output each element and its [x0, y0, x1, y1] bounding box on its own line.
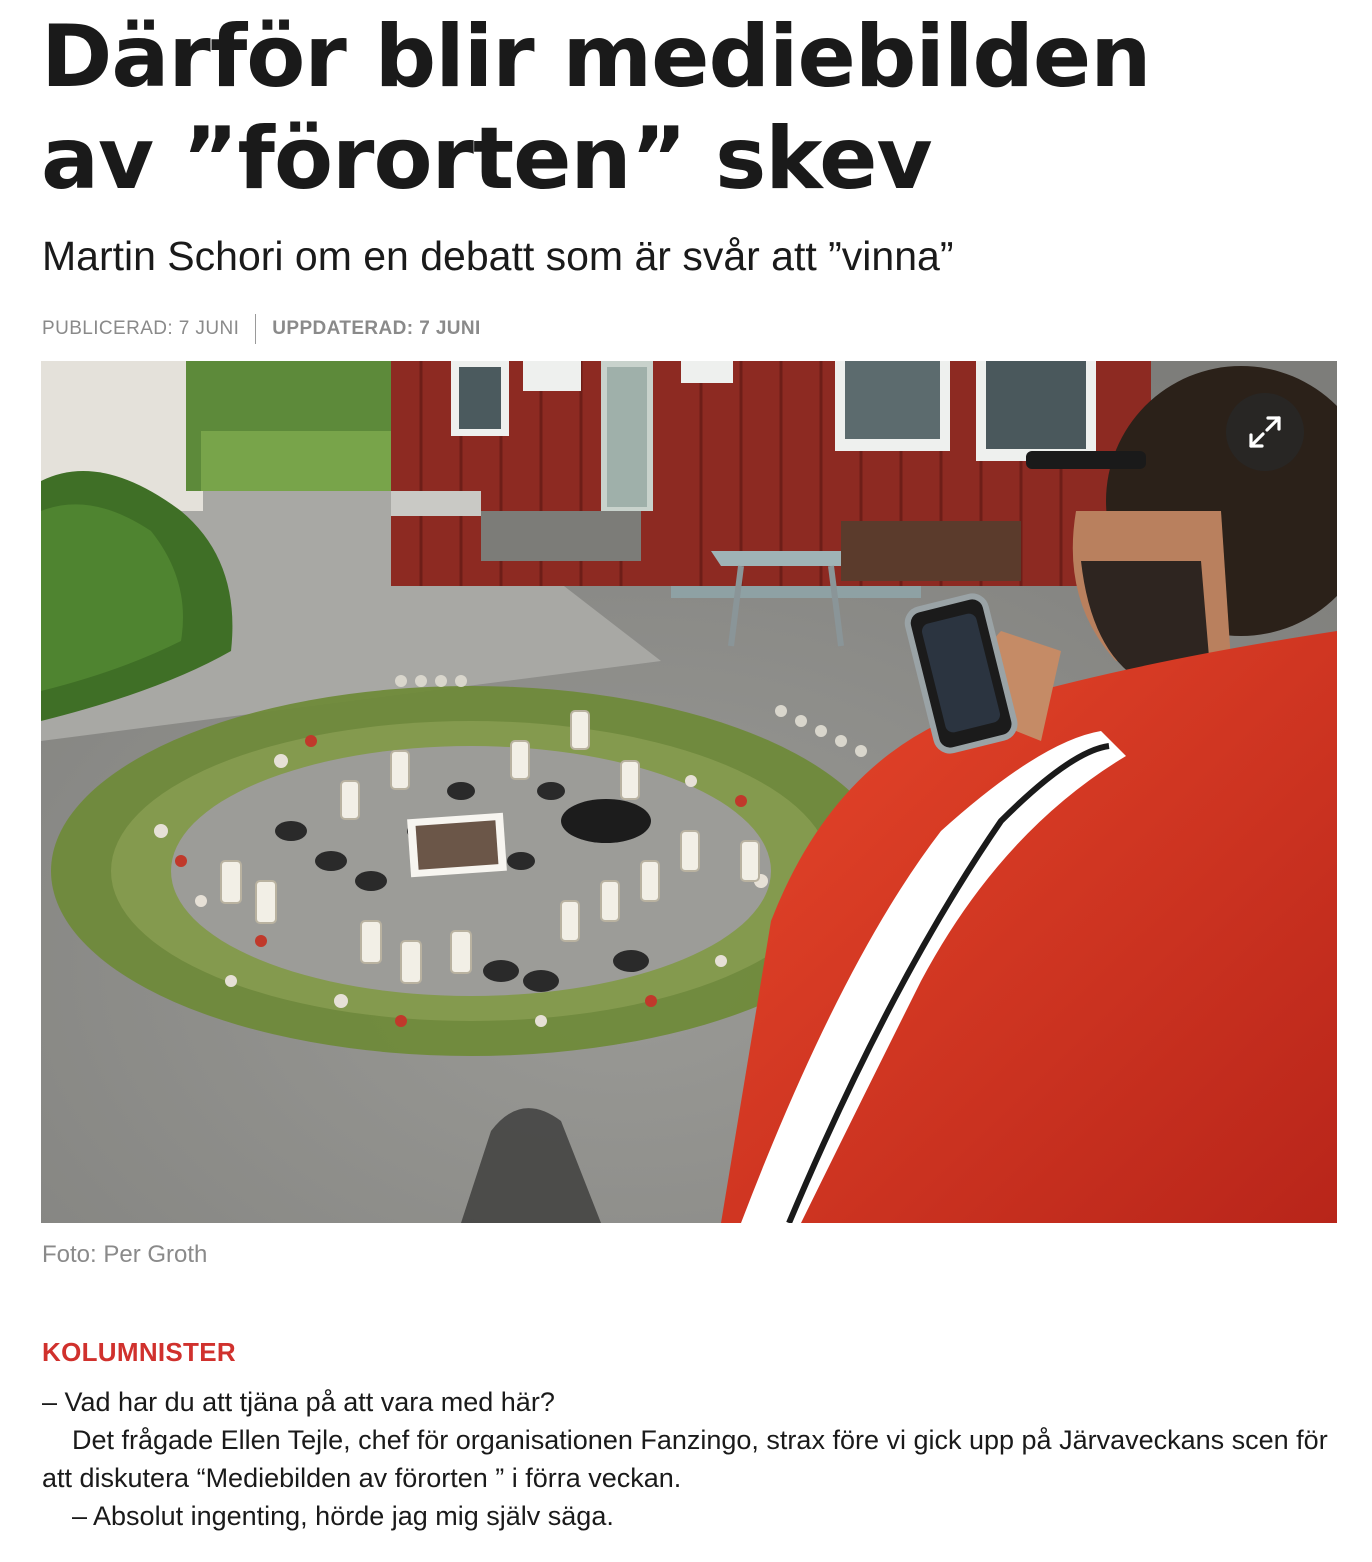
article-subtitle: Martin Schori om en debatt som är svår att ”vinna”	[42, 233, 954, 279]
expand-icon	[1246, 413, 1284, 451]
article-body	[42, 1383, 1332, 1535]
article-meta	[42, 314, 481, 344]
article-headline	[41, 6, 1341, 210]
article-photo[interactable]	[41, 361, 1337, 1223]
photo-caption: Foto: Per Groth	[42, 1241, 208, 1268]
section-label[interactable]: KOLUMNISTER	[42, 1337, 236, 1367]
body-paragraph: Det frågade Ellen Tejle, chef för organisationen Fanzingo, strax före vi gick upp på Järvaveckans scen för att diskutera “Mediebilden av förorten ” i förra veckan.	[42, 1425, 1328, 1493]
headline-line-2: av ”förorten” skev	[41, 109, 932, 209]
published-date: PUBLICERAD: 7 JUNI	[42, 318, 240, 339]
expand-photo-button[interactable]	[1226, 393, 1304, 471]
updated-date: UPPDATERAD: 7 JUNI	[272, 318, 481, 339]
body-paragraph: – Vad har du att tjäna på att vara med här?	[42, 1387, 555, 1417]
photo-illustration	[41, 361, 1337, 1223]
headline-line-1: Därför blir mediebilden	[41, 7, 1151, 107]
body-paragraph: – Absolut ingenting, hörde jag mig själv säga.	[72, 1501, 614, 1531]
